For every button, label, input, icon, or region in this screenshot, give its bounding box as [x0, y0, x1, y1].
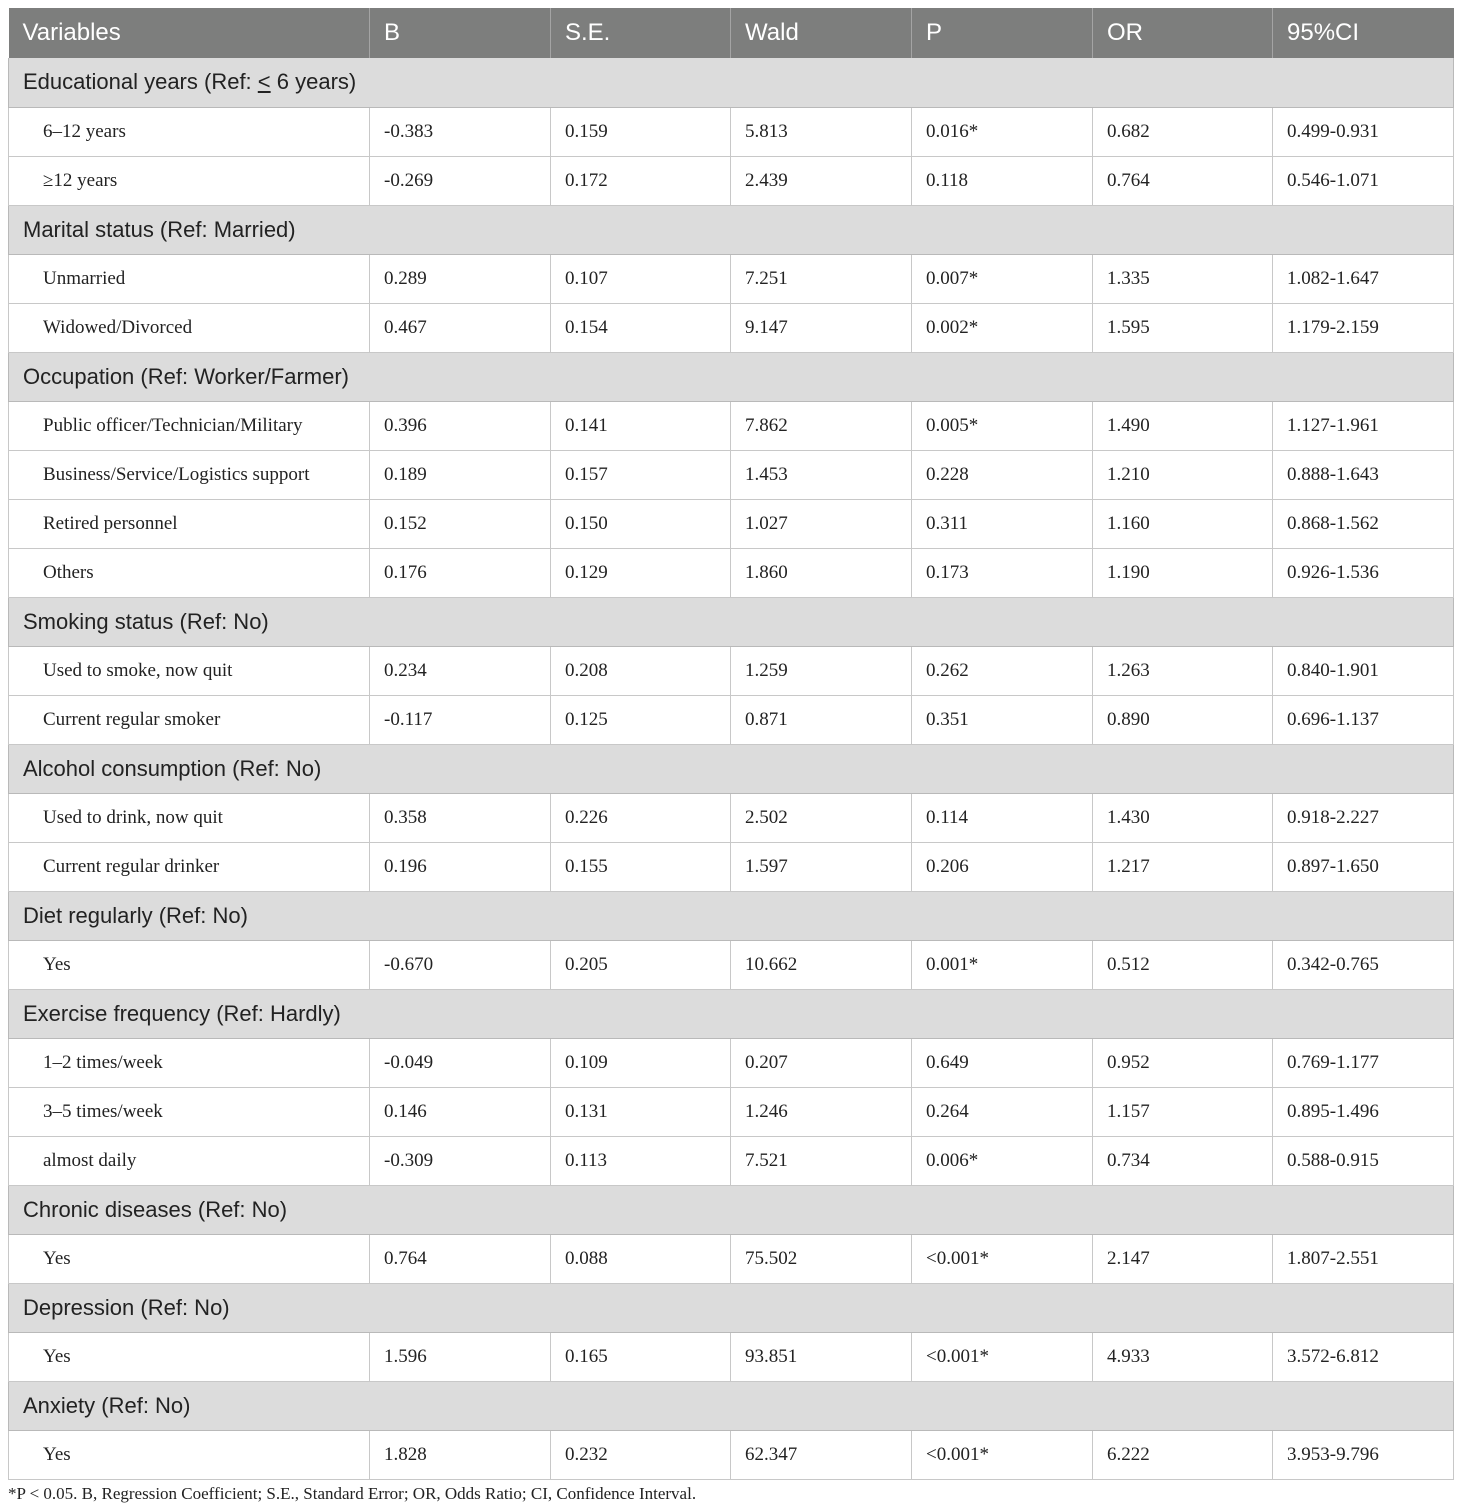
cell-b: -0.049 — [370, 1038, 551, 1087]
cell-or: 1.157 — [1093, 1087, 1273, 1136]
cell-se: 0.155 — [551, 842, 731, 891]
cell-ci: 0.918-2.227 — [1273, 793, 1454, 842]
cell-p: 0.262 — [912, 646, 1093, 695]
cell-b: 1.828 — [370, 1430, 551, 1479]
cell-variable: ≥12 years — [9, 156, 370, 205]
regression-table — [8, 8, 1454, 1480]
group-label: Chronic diseases (Ref: No) — [9, 1185, 1454, 1234]
cell-p: 0.228 — [912, 450, 1093, 499]
cell-se: 0.159 — [551, 107, 731, 156]
cell-variable: Used to smoke, now quit — [9, 646, 370, 695]
cell-variable: Others — [9, 548, 370, 597]
cell-ci: 1.082-1.647 — [1273, 254, 1454, 303]
cell-b: 0.189 — [370, 450, 551, 499]
cell-p: 0.007* — [912, 254, 1093, 303]
cell-or: 1.263 — [1093, 646, 1273, 695]
table-row — [9, 1087, 1454, 1136]
regression-table-container — [8, 8, 1453, 1480]
cell-se: 0.107 — [551, 254, 731, 303]
cell-b: 0.152 — [370, 499, 551, 548]
header-row — [9, 8, 1454, 58]
cell-se: 0.109 — [551, 1038, 731, 1087]
cell-se: 0.157 — [551, 450, 731, 499]
cell-b: 0.467 — [370, 303, 551, 352]
cell-wald: 1.246 — [731, 1087, 912, 1136]
group-row — [9, 1381, 1454, 1430]
table-row — [9, 940, 1454, 989]
cell-wald: 1.597 — [731, 842, 912, 891]
cell-ci: 3.572-6.812 — [1273, 1332, 1454, 1381]
cell-variable: Yes — [9, 1332, 370, 1381]
group-label: Smoking status (Ref: No) — [9, 597, 1454, 646]
table-body — [9, 58, 1454, 1479]
header-se: S.E. — [551, 8, 731, 58]
cell-wald: 5.813 — [731, 107, 912, 156]
cell-variable: Yes — [9, 1234, 370, 1283]
cell-b: -0.383 — [370, 107, 551, 156]
cell-ci: 0.696-1.137 — [1273, 695, 1454, 744]
cell-or: 6.222 — [1093, 1430, 1273, 1479]
cell-wald: 1.860 — [731, 548, 912, 597]
group-label: Anxiety (Ref: No) — [9, 1381, 1454, 1430]
cell-b: 0.176 — [370, 548, 551, 597]
cell-or: 1.190 — [1093, 548, 1273, 597]
cell-wald: 93.851 — [731, 1332, 912, 1381]
cell-wald: 2.502 — [731, 793, 912, 842]
group-label-symbol: < — [257, 69, 271, 95]
table-row — [9, 695, 1454, 744]
cell-se: 0.226 — [551, 793, 731, 842]
group-row — [9, 744, 1454, 793]
header-p: P — [912, 8, 1093, 58]
cell-or: 0.512 — [1093, 940, 1273, 989]
cell-se: 0.205 — [551, 940, 731, 989]
group-label: Occupation (Ref: Worker/Farmer) — [9, 352, 1454, 401]
cell-b: -0.670 — [370, 940, 551, 989]
cell-p: <0.001* — [912, 1332, 1093, 1381]
cell-wald: 1.259 — [731, 646, 912, 695]
cell-p: 0.001* — [912, 940, 1093, 989]
table-row — [9, 499, 1454, 548]
cell-se: 0.129 — [551, 548, 731, 597]
cell-b: -0.309 — [370, 1136, 551, 1185]
cell-variable: Retired personnel — [9, 499, 370, 548]
group-row — [9, 891, 1454, 940]
cell-or: 2.147 — [1093, 1234, 1273, 1283]
cell-ci: 1.127-1.961 — [1273, 401, 1454, 450]
cell-variable: Yes — [9, 1430, 370, 1479]
table-row — [9, 842, 1454, 891]
cell-ci: 0.546-1.071 — [1273, 156, 1454, 205]
cell-se: 0.208 — [551, 646, 731, 695]
group-label-text: 6 years) — [270, 69, 357, 95]
cell-b: 0.146 — [370, 1087, 551, 1136]
cell-or: 1.217 — [1093, 842, 1273, 891]
table-row — [9, 1332, 1454, 1381]
cell-ci: 0.926-1.536 — [1273, 548, 1454, 597]
cell-ci: 0.342-0.765 — [1273, 940, 1454, 989]
header-variables: Variables — [9, 8, 370, 58]
cell-b: 0.764 — [370, 1234, 551, 1283]
cell-or: 0.890 — [1093, 695, 1273, 744]
cell-p: 0.002* — [912, 303, 1093, 352]
cell-se: 0.131 — [551, 1087, 731, 1136]
cell-se: 0.232 — [551, 1430, 731, 1479]
cell-variable: Business/Service/Logistics support — [9, 450, 370, 499]
cell-ci: 0.897-1.650 — [1273, 842, 1454, 891]
cell-se: 0.165 — [551, 1332, 731, 1381]
cell-or: 1.335 — [1093, 254, 1273, 303]
cell-variable: Widowed/Divorced — [9, 303, 370, 352]
cell-variable: Yes — [9, 940, 370, 989]
table-row — [9, 107, 1454, 156]
table-row — [9, 450, 1454, 499]
cell-p: 0.351 — [912, 695, 1093, 744]
cell-b: 0.234 — [370, 646, 551, 695]
cell-wald: 10.662 — [731, 940, 912, 989]
cell-b: -0.117 — [370, 695, 551, 744]
cell-p: 0.005* — [912, 401, 1093, 450]
cell-wald: 0.871 — [731, 695, 912, 744]
cell-p: 0.114 — [912, 793, 1093, 842]
table-row — [9, 156, 1454, 205]
cell-or: 1.210 — [1093, 450, 1273, 499]
cell-p: <0.001* — [912, 1430, 1093, 1479]
cell-p: 0.206 — [912, 842, 1093, 891]
cell-se: 0.172 — [551, 156, 731, 205]
cell-se: 0.088 — [551, 1234, 731, 1283]
cell-variable: Used to drink, now quit — [9, 793, 370, 842]
cell-or: 4.933 — [1093, 1332, 1273, 1381]
header-b: B — [370, 8, 551, 58]
cell-p: 0.649 — [912, 1038, 1093, 1087]
group-row — [9, 597, 1454, 646]
cell-or: 1.490 — [1093, 401, 1273, 450]
cell-wald: 0.207 — [731, 1038, 912, 1087]
cell-or: 0.682 — [1093, 107, 1273, 156]
group-label: Marital status (Ref: Married) — [9, 205, 1454, 254]
cell-b: 0.196 — [370, 842, 551, 891]
cell-wald: 7.521 — [731, 1136, 912, 1185]
cell-wald: 9.147 — [731, 303, 912, 352]
cell-wald: 7.862 — [731, 401, 912, 450]
table-row — [9, 1430, 1454, 1479]
cell-wald: 62.347 — [731, 1430, 912, 1479]
cell-se: 0.141 — [551, 401, 731, 450]
cell-or: 0.952 — [1093, 1038, 1273, 1087]
header-ci: 95%CI — [1273, 8, 1454, 58]
cell-variable: 1–2 times/week — [9, 1038, 370, 1087]
cell-ci: 0.895-1.496 — [1273, 1087, 1454, 1136]
group-label: Alcohol consumption (Ref: No) — [9, 744, 1454, 793]
cell-variable: almost daily — [9, 1136, 370, 1185]
group-row — [9, 989, 1454, 1038]
cell-b: 0.289 — [370, 254, 551, 303]
group-row — [9, 352, 1454, 401]
cell-se: 0.150 — [551, 499, 731, 548]
table-row — [9, 1038, 1454, 1087]
cell-p: 0.311 — [912, 499, 1093, 548]
header-or: OR — [1093, 8, 1273, 58]
cell-variable: 6–12 years — [9, 107, 370, 156]
cell-ci: 1.179-2.159 — [1273, 303, 1454, 352]
cell-se: 0.113 — [551, 1136, 731, 1185]
cell-wald: 1.027 — [731, 499, 912, 548]
cell-p: 0.118 — [912, 156, 1093, 205]
cell-variable: Public officer/Technician/Military — [9, 401, 370, 450]
cell-or: 1.160 — [1093, 499, 1273, 548]
cell-b: 1.596 — [370, 1332, 551, 1381]
cell-ci: 3.953-9.796 — [1273, 1430, 1454, 1479]
cell-wald: 75.502 — [731, 1234, 912, 1283]
table-footnote: *P < 0.05. B, Regression Coefficient; S.E., Standard Error; OR, Odds Ratio; CI, Confidence Interval. — [8, 1484, 697, 1503]
table-row — [9, 548, 1454, 597]
table-row — [9, 254, 1454, 303]
cell-p: <0.001* — [912, 1234, 1093, 1283]
table-row — [9, 646, 1454, 695]
group-row — [9, 205, 1454, 254]
cell-p: 0.264 — [912, 1087, 1093, 1136]
cell-ci: 0.840-1.901 — [1273, 646, 1454, 695]
cell-or: 0.764 — [1093, 156, 1273, 205]
cell-ci: 0.769-1.177 — [1273, 1038, 1454, 1087]
group-label-text: Educational years (Ref: — [23, 69, 258, 95]
table-header — [9, 8, 1454, 58]
group-row — [9, 1185, 1454, 1234]
cell-or: 0.734 — [1093, 1136, 1273, 1185]
group-label: Diet regularly (Ref: No) — [9, 891, 1454, 940]
table-row — [9, 401, 1454, 450]
table-row — [9, 303, 1454, 352]
cell-p: 0.173 — [912, 548, 1093, 597]
cell-b: 0.396 — [370, 401, 551, 450]
cell-b: -0.269 — [370, 156, 551, 205]
cell-or: 1.595 — [1093, 303, 1273, 352]
cell-wald: 2.439 — [731, 156, 912, 205]
cell-ci: 0.888-1.643 — [1273, 450, 1454, 499]
group-label: Exercise frequency (Ref: Hardly) — [9, 989, 1454, 1038]
cell-ci: 0.868-1.562 — [1273, 499, 1454, 548]
cell-se: 0.125 — [551, 695, 731, 744]
cell-variable: Current regular drinker — [9, 842, 370, 891]
group-row — [9, 1283, 1454, 1332]
cell-or: 1.430 — [1093, 793, 1273, 842]
cell-wald: 7.251 — [731, 254, 912, 303]
header-wald: Wald — [731, 8, 912, 58]
cell-variable: 3–5 times/week — [9, 1087, 370, 1136]
table-row — [9, 793, 1454, 842]
table-row — [9, 1136, 1454, 1185]
cell-ci: 0.499-0.931 — [1273, 107, 1454, 156]
cell-variable: Current regular smoker — [9, 695, 370, 744]
cell-se: 0.154 — [551, 303, 731, 352]
cell-ci: 0.588-0.915 — [1273, 1136, 1454, 1185]
group-row — [9, 58, 1454, 107]
group-label — [9, 58, 1454, 107]
table-row — [9, 1234, 1454, 1283]
cell-p: 0.006* — [912, 1136, 1093, 1185]
group-label: Depression (Ref: No) — [9, 1283, 1454, 1332]
cell-variable: Unmarried — [9, 254, 370, 303]
cell-b: 0.358 — [370, 793, 551, 842]
cell-ci: 1.807-2.551 — [1273, 1234, 1454, 1283]
cell-wald: 1.453 — [731, 450, 912, 499]
cell-p: 0.016* — [912, 107, 1093, 156]
